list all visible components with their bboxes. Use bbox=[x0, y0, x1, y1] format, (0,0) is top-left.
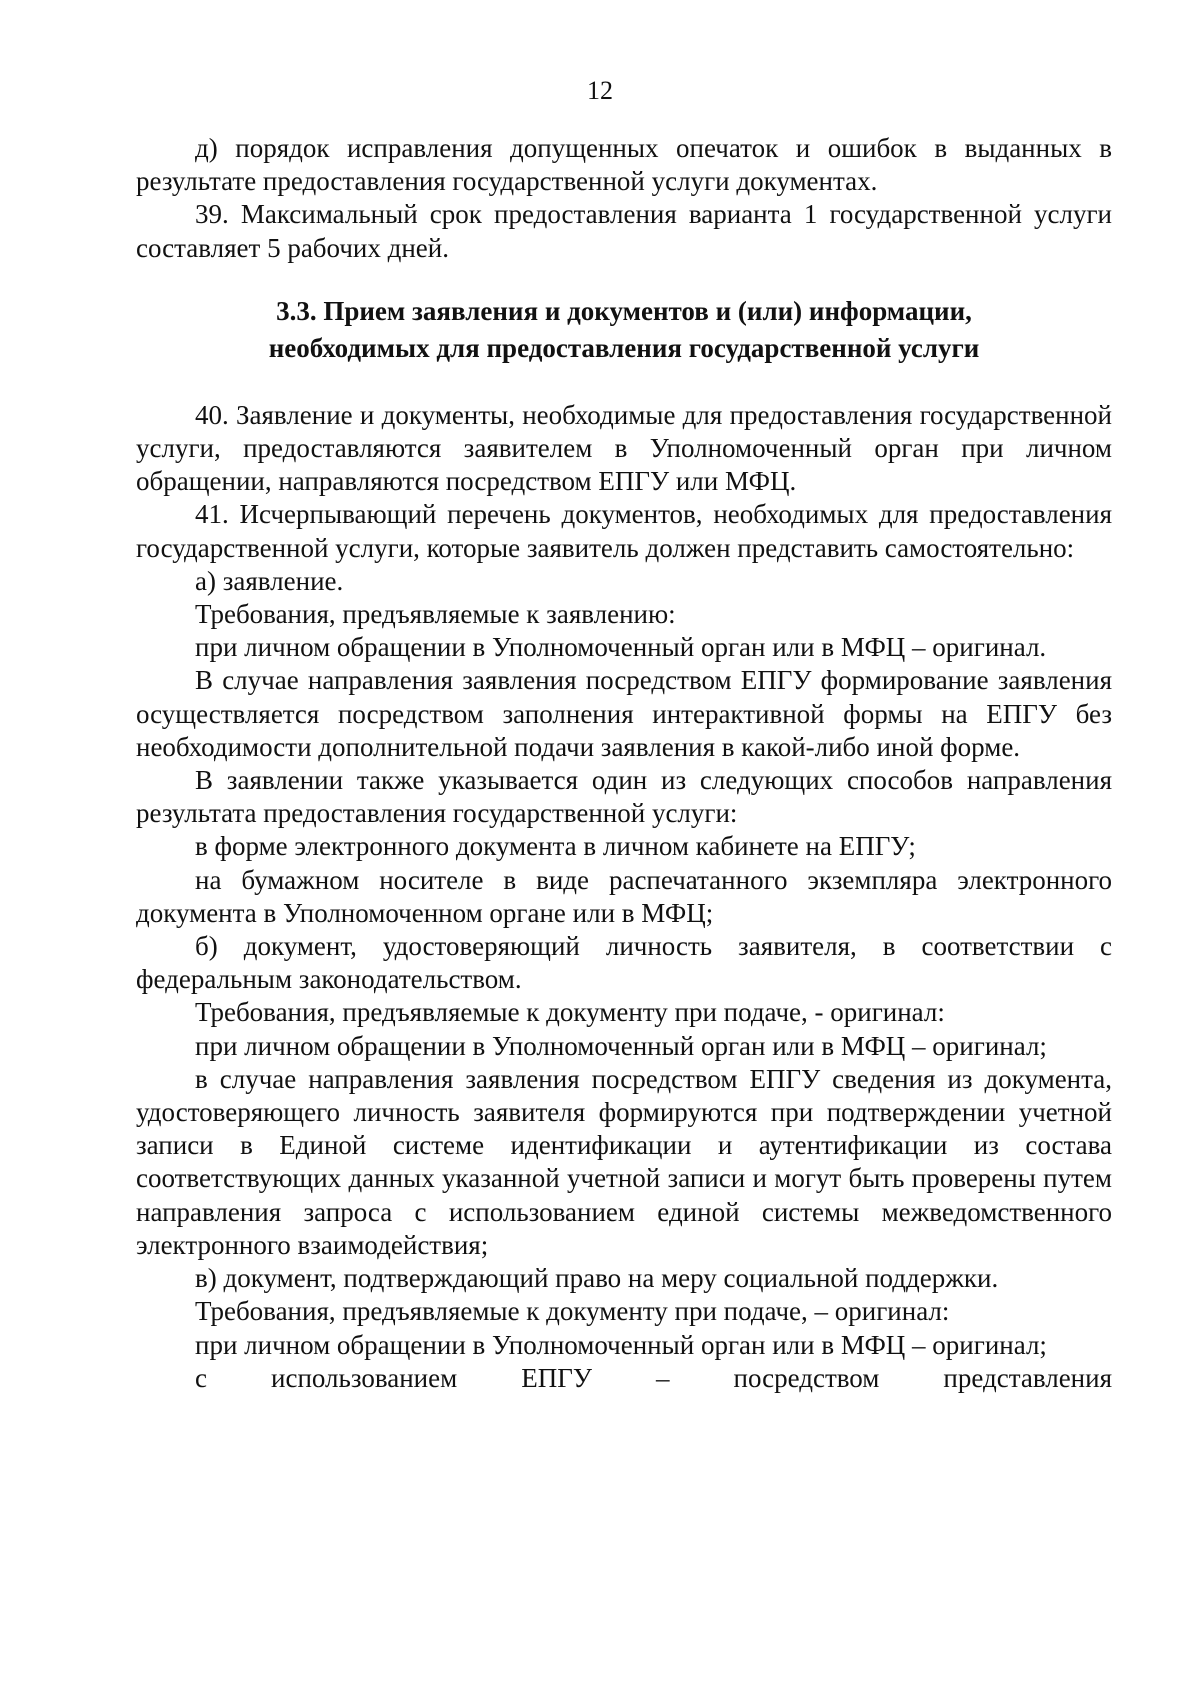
section-heading-line-2: необходимых для предоставления государственной услуги bbox=[268, 332, 980, 363]
personal-visit-original-2: при личном обращении в Уполномоченный орган или в МФЦ – оригинал; bbox=[195, 1030, 1047, 1061]
paragraph-40: 40. Заявление и документы, необходимые для предоставления государственной услуги, предоставляются заявителем в Уполномоченный орган при личном обращении, направляются посредством ЕПГУ или МФЦ. bbox=[136, 399, 1112, 497]
paragraph-39-max-term: 39. Максимальный срок предоставления варианта 1 государственной услуги составляет 5 рабочих дней. bbox=[136, 199, 1112, 263]
method-electronic-document: в форме электронного документа в личном кабинете на ЕПГУ; bbox=[195, 831, 916, 862]
epgu-application-form: В случае направления заявления посредством ЕПГУ формирование заявления осуществляется посредством заполнения интерактивной формы на ЕПГУ без необходимости дополнительной подачи заявления в какой-либо иной форме. bbox=[136, 665, 1112, 762]
item-b-identity-document: б) документ, удостоверяющий личность заявителя, в соответствии с федеральным законодательством. bbox=[136, 931, 1112, 995]
personal-visit-original-1: при личном обращении в Уполномоченный орган или в МФЦ – оригинал. bbox=[195, 632, 1047, 663]
document-body bbox=[136, 132, 1112, 1395]
paragraph-correction-procedure: д) порядок исправления допущенных опечаток и ошибок в выданных в результате предоставления государственной услуги документах. bbox=[136, 133, 1112, 197]
paragraph-41: 41. Исчерпывающий перечень документов, необходимых для предоставления государственной услуги, которые заявитель должен представить самостоятельно: bbox=[136, 499, 1112, 563]
item-a-application: а) заявление. bbox=[195, 565, 344, 596]
item-v-social-support-document: в) документ, подтверждающий право на меру социальной поддержки. bbox=[195, 1263, 999, 1294]
page-number: 12 bbox=[587, 76, 613, 105]
epgu-identity-verification: в случае направления заявления посредством ЕПГУ сведения из документа, удостоверяющего личность заявителя формируются при подтверждении учетной записи в Единой системе идентификации и аутентификации из состава соответствующих данных указанной учетной записи и могут быть проверены путем направления запроса с использованием единой системы межведомственного электронного взаимодействия; bbox=[136, 1063, 1112, 1260]
result-delivery-methods: В заявлении также указывается один из следующих способов направления результата предоставления государственной услуги: bbox=[136, 765, 1112, 829]
personal-visit-original-3: при личном обращении в Уполномоченный орган или в МФЦ – оригинал; bbox=[195, 1329, 1047, 1360]
epgu-submission-continued: с использованием ЕПГУ – посредством представления bbox=[195, 1362, 1112, 1393]
method-paper-copy: на бумажном носителе в виде распечатанного экземпляра электронного документа в Уполномоченном органе или в МФЦ; bbox=[136, 864, 1112, 928]
requirements-application: Требования, предъявляемые к заявлению: bbox=[195, 599, 676, 630]
requirements-document-1: Требования, предъявляемые к документу при подаче, - оригинал: bbox=[195, 997, 945, 1028]
requirements-document-2: Требования, предъявляемые к документу при подаче, – оригинал: bbox=[195, 1296, 950, 1327]
section-heading-3-3 bbox=[136, 293, 1112, 367]
section-heading-line-1: 3.3. Прием заявления и документов и (или) информации, bbox=[276, 295, 972, 326]
